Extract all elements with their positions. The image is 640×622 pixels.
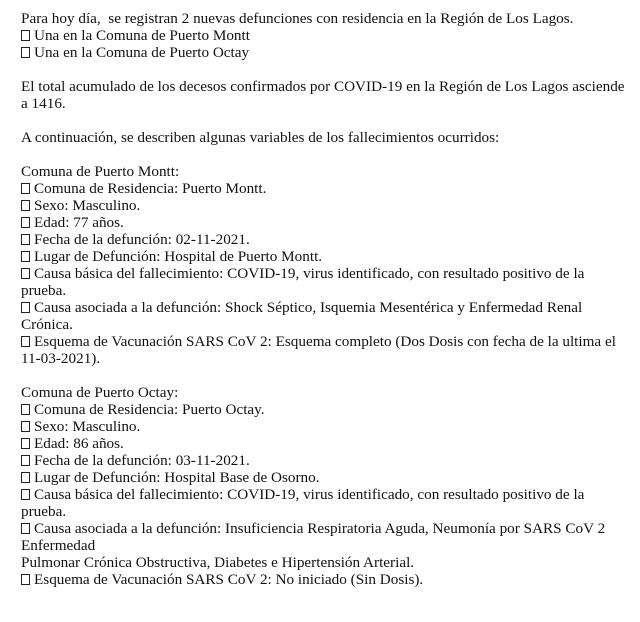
po-edad: Edad: 86 años. — [34, 435, 124, 452]
list-item — [21, 452, 633, 469]
bullet-box-icon — [21, 523, 30, 534]
bullet-box-icon — [21, 404, 30, 415]
total-deaths-paragraph: El total acumulado de los decesos confirmados por COVID-19 en la Región de Los Lagos asciende a 1416. — [21, 78, 625, 112]
list-item — [21, 265, 633, 299]
bullet-box-icon — [21, 30, 30, 41]
pm-lugar: Lugar de Defunción: Hospital de Puerto Montt. — [34, 248, 323, 265]
bullet-box-icon — [21, 489, 30, 500]
bullet-box-icon — [21, 472, 30, 483]
list-item — [21, 27, 633, 44]
po-sexo: Sexo: Masculino. — [34, 418, 141, 435]
bullet-box-icon — [21, 336, 30, 347]
pm-causa-asociada: Causa asociada a la defunción: Shock Séptico, Isquemia Mesentérica y Enfermedad Renal Crónica. — [21, 299, 583, 333]
po-vacunacion: Esquema de Vacunación SARS CoV 2: No iniciado (Sin Dosis). — [34, 571, 424, 588]
spacer — [21, 367, 633, 384]
list-item — [21, 231, 633, 248]
pm-residencia: Comuna de Residencia: Puerto Montt. — [34, 180, 267, 197]
puerto-montt-heading: Comuna de Puerto Montt: — [21, 163, 180, 180]
spacer — [21, 61, 633, 78]
intro-summary: Para hoy día, se registran 2 nuevas defunciones con residencia en la Región de Los Lagos. — [21, 10, 574, 27]
spacer — [21, 146, 633, 163]
po-causa-basica: Causa básica del fallecimiento: COVID-19, virus identificado, con resultado positivo de la prueba. — [21, 486, 585, 520]
po-causa-asociada-1: Causa asociada a la defunción: Insuficiencia Respiratoria Aguda, Neumonía por SARS CoV 2 — [34, 520, 606, 537]
list-item — [21, 299, 633, 333]
bullet-box-icon — [21, 421, 30, 432]
po-causa-asociada-2: Enfermedad — [21, 537, 96, 554]
list-item — [21, 44, 633, 61]
intro-item-puerto-montt: Una en la Comuna de Puerto Montt — [34, 27, 250, 44]
bullet-box-icon — [21, 268, 30, 279]
list-item — [21, 248, 633, 265]
list-item — [21, 197, 633, 214]
pm-edad: Edad: 77 años. — [34, 214, 124, 231]
list-item — [21, 418, 633, 435]
bullet-box-icon — [21, 438, 30, 449]
bullet-box-icon — [21, 217, 30, 228]
pm-sexo: Sexo: Masculino. — [34, 197, 141, 214]
bullet-box-icon — [21, 234, 30, 245]
list-item — [21, 486, 633, 520]
list-item — [21, 180, 633, 197]
po-fecha: Fecha de la defunción: 03-11-2021. — [34, 452, 250, 469]
spacer — [21, 112, 633, 129]
list-item — [21, 333, 633, 367]
variables-intro: A continuación, se describen algunas variables de los fallecimientos ocurridos: — [21, 129, 500, 146]
bullet-box-icon — [21, 200, 30, 211]
bullet-box-icon — [21, 302, 30, 313]
bullet-box-icon — [21, 183, 30, 194]
bullet-box-icon — [21, 455, 30, 466]
bullet-box-icon — [21, 47, 30, 58]
pm-fecha: Fecha de la defunción: 02-11-2021. — [34, 231, 250, 248]
bullet-box-icon — [21, 574, 30, 585]
document-body — [21, 10, 633, 588]
list-item — [21, 435, 633, 452]
pm-causa-basica: Causa básica del fallecimiento: COVID-19, virus identificado, con resultado positivo de la prueba. — [21, 265, 585, 299]
list-item — [21, 469, 633, 486]
list-item — [21, 401, 633, 418]
puerto-octay-heading: Comuna de Puerto Octay: — [21, 384, 179, 401]
po-causa-asociada-3: Pulmonar Crónica Obstructiva, Diabetes e Hipertensión Arterial. — [21, 554, 415, 571]
list-item — [21, 520, 633, 537]
intro-item-puerto-octay: Una en la Comuna de Puerto Octay — [34, 44, 250, 61]
bullet-box-icon — [21, 251, 30, 262]
po-lugar: Lugar de Defunción: Hospital Base de Osorno. — [34, 469, 320, 486]
list-item — [21, 571, 633, 588]
list-item — [21, 214, 633, 231]
pm-vacunacion: Esquema de Vacunación SARS CoV 2: Esquema completo (Dos Dosis con fecha de la ultima el 11-03-2021). — [21, 333, 616, 367]
po-residencia: Comuna de Residencia: Puerto Octay. — [34, 401, 265, 418]
